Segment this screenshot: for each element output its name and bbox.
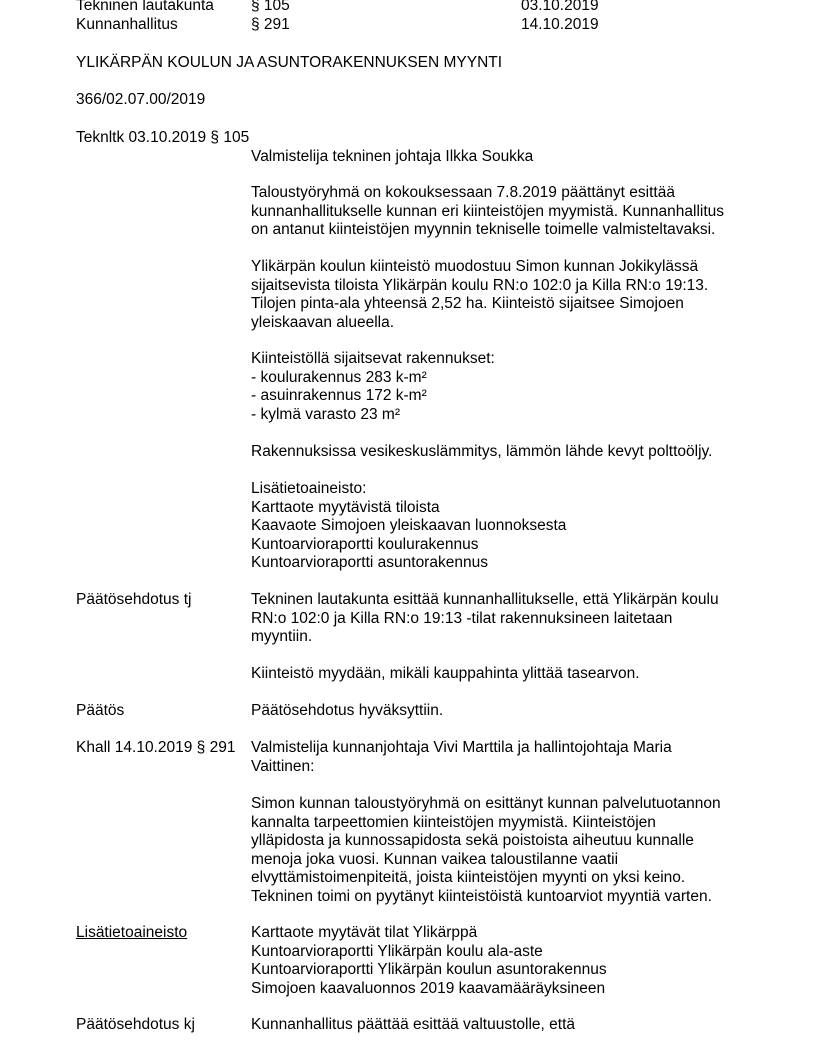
text-line: ylläpidosta ja kunnossapidosta sekä poistoista aiheutuu kunnalle bbox=[251, 832, 694, 849]
proposal-tj-text bbox=[251, 591, 791, 647]
building-item: - koulurakennus 283 k-m² bbox=[251, 368, 427, 386]
additional-info-item: Kuntoarvioraportti Ylikärpän koulun asuntorakennus bbox=[251, 961, 607, 978]
document-title: YLIKÄRPÄN KOULUN JA ASUNTORAKENNUKSEN MYYNTI bbox=[76, 54, 503, 71]
header-section-1: § 105 bbox=[251, 0, 290, 14]
additional-info-label: Lisätietoaineisto bbox=[76, 924, 188, 941]
teknltk-attachments bbox=[251, 480, 791, 573]
proposal-kj-label: Päätösehdotus kj bbox=[76, 1016, 195, 1033]
attachment-item: Kuntoarvioraportti koulurakennus bbox=[251, 535, 479, 553]
header-section-2: § 291 bbox=[251, 16, 290, 33]
khall-preparer bbox=[251, 739, 791, 776]
text-line: sijaitsevista tiloista Ylikärpän koulu RN:o 102:0 ja Killa RN:o 19:13. bbox=[251, 276, 709, 294]
text-line: kunnanhallitukselle kunnan eri kiinteistöjen myymistä. Kunnanhallitus bbox=[251, 202, 725, 220]
heating-text: Rakennuksissa vesikeskuslämmitys, lämmön lähde kevyt polttoöljy. bbox=[251, 443, 713, 460]
text-line: Simon kunnan taloustyöryhmä on esittänyt kunnan palvelutuotannon bbox=[251, 795, 721, 812]
header-date-1: 03.10.2019 bbox=[521, 0, 599, 14]
decision-text: Päätösehdotus hyväksyttiin. bbox=[251, 702, 444, 719]
diary-number: 366/02.07.00/2019 bbox=[76, 91, 206, 108]
text-line: Taloustyöryhmä on kokouksessaan 7.8.2019 päättänyt esittää bbox=[251, 184, 675, 201]
additional-info-item: Karttaote myytävät tilat Ylikärppä bbox=[251, 924, 478, 941]
building-item: - asuinrakennus 172 k-m² bbox=[251, 387, 427, 404]
text-line: yleiskaavan alueella. bbox=[251, 313, 395, 331]
proposal-tj-label: Päätösehdotus tj bbox=[76, 591, 192, 608]
text-line: Vaittinen: bbox=[251, 757, 315, 775]
additional-info-item: Simojoen kaavaluonnos 2019 kaavamääräyksineen bbox=[251, 979, 606, 997]
khall-label: Khall 14.10.2019 § 291 bbox=[76, 739, 236, 756]
teknltk-preparer: Valmistelija tekninen johtaja Ilkka Soukka bbox=[251, 148, 534, 165]
text-line: Tekninen toimi on pyytänyt kiinteistöistä kuntoarviot myyntiä varten. bbox=[251, 887, 712, 905]
attachment-item: Kaavaote Simojoen yleiskaavan luonnoksesta bbox=[251, 517, 567, 534]
building-item: - kylmä varasto 23 m² bbox=[251, 405, 401, 423]
khall-paragraph bbox=[251, 795, 791, 906]
buildings-heading: Kiinteistöllä sijaitsevat rakennukset: bbox=[251, 350, 495, 367]
text-line: Tekninen lautakunta esittää kunnanhallitukselle, että Ylikärpän koulu bbox=[251, 591, 719, 608]
text-line: Tilojen pinta-ala yhteensä 2,52 ha. Kiinteistö sijaitsee Simojoen bbox=[251, 295, 684, 312]
header-date-2: 14.10.2019 bbox=[521, 16, 599, 33]
text-line: on antanut kiinteistöjen myynnin tekniselle toimelle valmisteltavaksi. bbox=[251, 221, 716, 238]
teknltk-label: Teknltk 03.10.2019 § 105 bbox=[76, 129, 250, 146]
text-line: RN:o 102:0 ja Killa RN:o 19:13 -tilat rakennuksineen laitetaan bbox=[251, 609, 673, 627]
attachment-item: Karttaote myytävistä tiloista bbox=[251, 498, 440, 516]
text-line: Valmistelija kunnanjohtaja Vivi Marttila ja hallintojohtaja Maria bbox=[251, 739, 672, 756]
teknltk-paragraph-1 bbox=[251, 184, 791, 240]
text-line: Ylikärpän koulun kiinteistö muodostuu Simon kunnan Jokikylässä bbox=[251, 258, 699, 275]
header-body-2: Kunnanhallitus bbox=[76, 16, 178, 33]
text-line: myyntiin. bbox=[251, 628, 313, 645]
text-line: menoja joka vuosi. Kunnan vaikea taloustilanne vaatii bbox=[251, 850, 619, 868]
proposal-tj-text-2: Kiinteistö myydään, mikäli kauppahinta ylittää tasearvon. bbox=[251, 665, 640, 682]
additional-info-list bbox=[251, 924, 791, 998]
header-body-1: Tekninen lautakunta bbox=[76, 0, 214, 14]
additional-info-item: Kuntoarvioraportti Ylikärpän koulu ala-aste bbox=[251, 942, 543, 960]
attachments-heading: Lisätietoaineisto: bbox=[251, 480, 367, 497]
text-line: kannalta tarpeettomien kiinteistöjen myymistä. Kiinteistöjen bbox=[251, 813, 656, 831]
decision-label: Päätös bbox=[76, 702, 125, 719]
buildings-list bbox=[251, 350, 791, 424]
teknltk-paragraph-2 bbox=[251, 258, 791, 332]
proposal-kj-text: Kunnanhallitus päättää esittää valtuustolle, että bbox=[251, 1016, 576, 1033]
text-line: elvyttämistoimenpiteitä, joista kiinteistöjen myynti on yksi keino. bbox=[251, 869, 686, 886]
attachment-item: Kuntoarvioraportti asuntorakennus bbox=[251, 554, 488, 571]
